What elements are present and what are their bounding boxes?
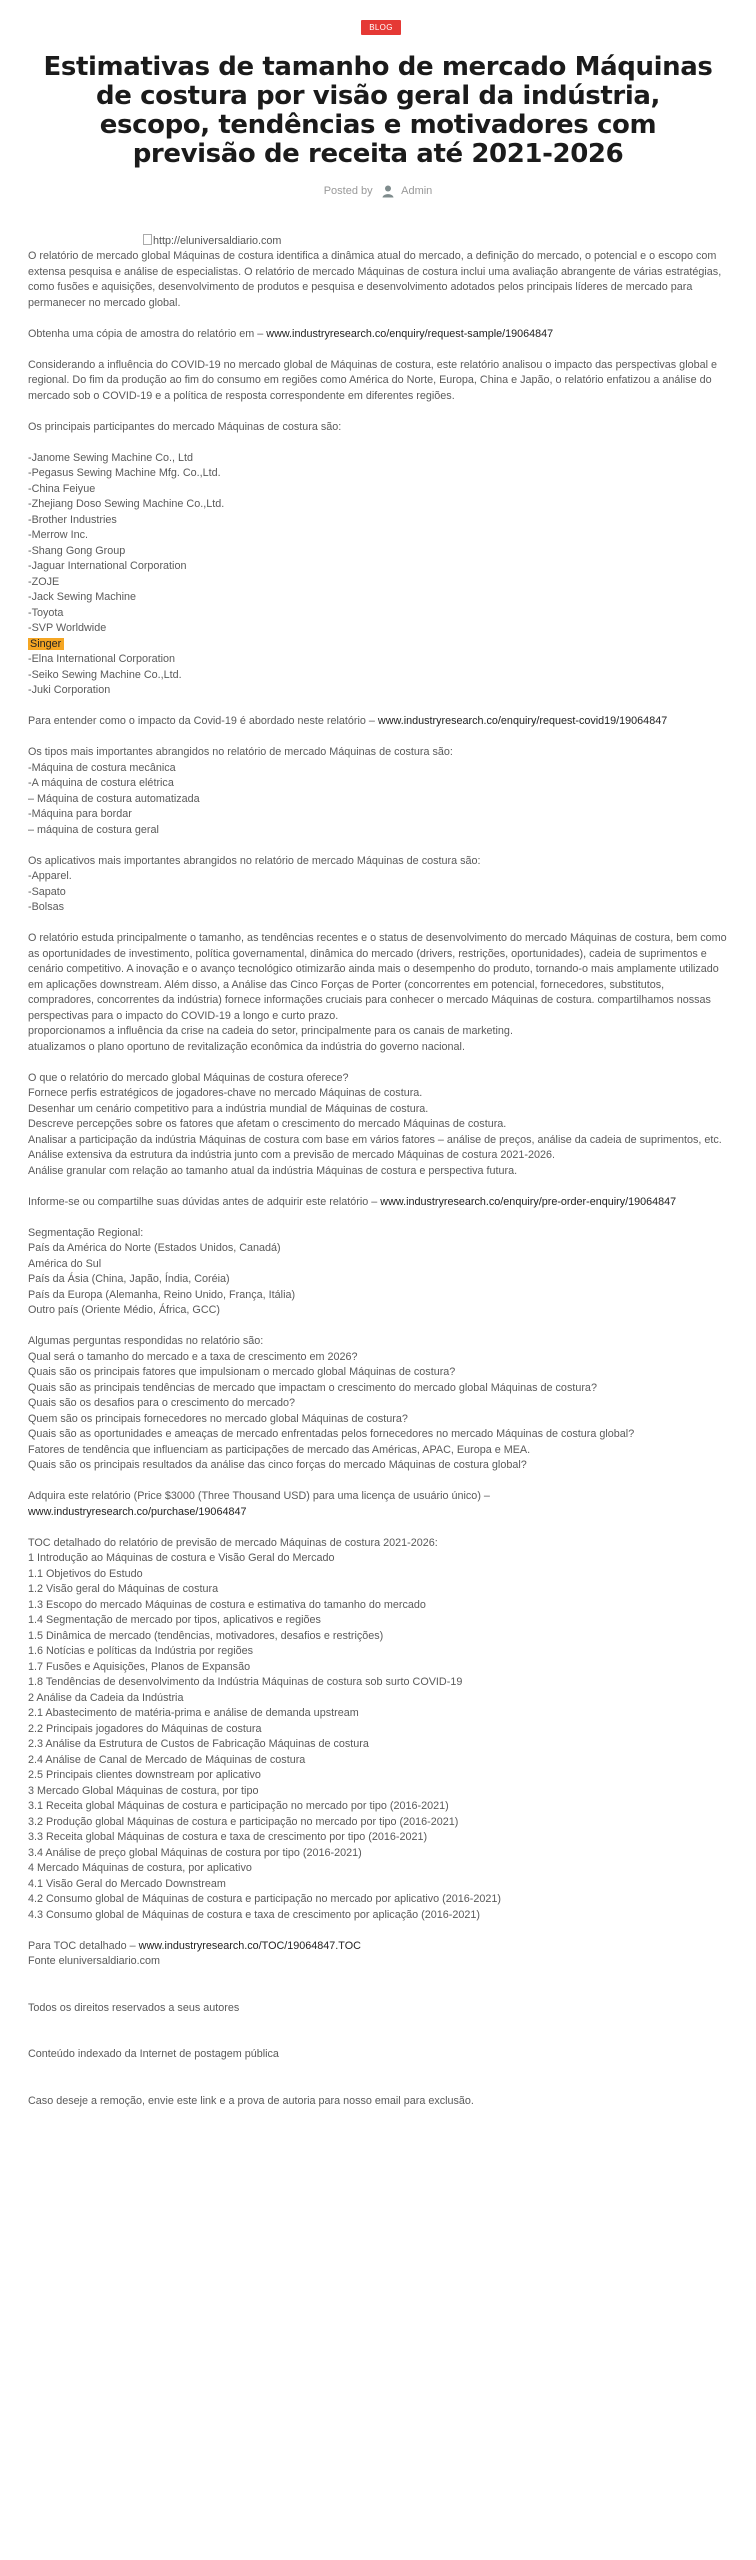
- types-list: [28, 761, 728, 839]
- apps-heading: Os aplicativos mais importantes abrangidos no relatório de mercado Máquinas de costura são:: [28, 854, 481, 867]
- covid-link[interactable]: www.industryresearch.co/enquiry/request-covid19/19064847: [377, 715, 668, 727]
- offer-item: Fornece perfis estratégicos de jogadores-chave no mercado Máquinas de costura.: [28, 1087, 423, 1099]
- toc-item: 1.3 Escopo do mercado Máquinas de costura e estimativa do tamanho do mercado: [28, 1598, 426, 1611]
- apps-list: [28, 869, 728, 916]
- offer-item: Análise extensiva da estrutura da indústria junto com a previsão de mercado Máquinas de costura 2021-2026.: [28, 1149, 555, 1161]
- participants-list: [28, 451, 728, 637]
- type-item: -Máquina de costura mecânica: [28, 761, 176, 774]
- app-item: -Sapato: [28, 885, 66, 898]
- toc-item: 2.2 Principais jogadores do Máquinas de costura: [28, 1722, 262, 1735]
- question-item: Qual será o tamanho do mercado e a taxa de crescimento em 2026?: [28, 1350, 358, 1363]
- participant-item: -ZOJE: [28, 575, 60, 588]
- purchase-link[interactable]: www.industryresearch.co/purchase/19064847: [28, 1505, 247, 1518]
- question-item: Quais são as oportunidades e ameaças de mercado enfrentadas pelos fornecedores no mercado Máquinas de costura global?: [28, 1428, 635, 1440]
- type-item: – Máquina de costura automatizada: [28, 792, 200, 805]
- participant-item: -China Feiyue: [28, 482, 96, 495]
- toc-item: 3 Mercado Global Máquinas de costura, por tipo: [28, 1784, 259, 1797]
- study-extra-item: atualizamos o plano oportuno de revitalização econômica da indústria do governo nacional.: [28, 1040, 465, 1053]
- study-extra-list: [28, 1024, 728, 1055]
- toc-link-label: Para TOC detalhado –: [28, 1939, 136, 1952]
- region-item: América do Sul: [28, 1257, 102, 1270]
- participant-item: -Zhejiang Doso Sewing Machine Co.,Ltd.: [28, 498, 225, 510]
- covid-link-label: Para entender como o impacto da Covid-19 é abordado neste relatório –: [28, 715, 375, 727]
- region-item: País da Europa (Alemanha, Reino Unido, França, Itália): [28, 1288, 296, 1301]
- participant-item: -Seiko Sewing Machine Co.,Ltd.: [28, 668, 182, 681]
- toc-item: 4 Mercado Máquinas de costura, por aplicativo: [28, 1862, 252, 1874]
- participant-item: -Elna International Corporation: [28, 653, 176, 665]
- participant-item: -Merrow Inc.: [28, 529, 88, 541]
- question-item: Quais são as principais tendências de mercado que impactam o crescimento do mercado global Máquinas de costura?: [28, 1381, 597, 1394]
- toc-item: 3.1 Receita global Máquinas de costura e participação no mercado por tipo (2016-2021): [28, 1800, 449, 1812]
- app-item: -Bolsas: [28, 901, 65, 913]
- participant-item: -Brother Industries: [28, 513, 117, 526]
- types-heading: Os tipos mais importantes abrangidos no relatório de mercado Máquinas de costura são:: [28, 746, 453, 758]
- participant-item: -Shang Gong Group: [28, 544, 126, 557]
- participants-list-after: [28, 652, 728, 699]
- toc-item: 3.2 Produção global Máquinas de costura e participação no mercado por tipo (2016-2021): [28, 1815, 459, 1828]
- study-paragraph: O relatório estuda principalmente o tamanho, as tendências recentes e o status de desenvolvimento do mercado Máquinas de costura, bem como as oportunidades de investimento, política governamental, dinâmica do mercado (drivers, restrições, oportunidades), cadeia de suprimentos e cenário competitivo. A inovação e o avanço tecnológico otimizarão ainda mais o desempenho do produto, tornando-o mais amplamente utilizado em aplicações downstream. Além disso, a Análise das Cinco Forças de Porter (concorrentes em potencial, fornecedores, substitutos, compradores, concorrentes da indústria) fornece informações cruciais para conhecer o mercado Máquinas de costura. compartilhamos nossas perspectivas para o impacto do COVID-19 a longo e curto prazo.: [28, 932, 727, 1022]
- author-name[interactable]: Admin: [401, 184, 433, 197]
- toc-item: 3.4 Análise de preço global Máquinas de costura por tipo (2016-2021): [28, 1846, 362, 1859]
- region-item: País da Ásia (China, Japão, Índia, Coréia): [28, 1273, 230, 1285]
- toc-item: 1.7 Fusões e Aquisições, Planos de Expansão: [28, 1660, 251, 1673]
- posted-by-label: Posted by: [323, 184, 373, 197]
- sample-label: Obtenha uma cópia de amostra do relatório em –: [28, 327, 264, 340]
- participant-highlight: Singer: [28, 638, 64, 650]
- offer-item: Análise granular com relação ao tamanho atual da indústria Máquinas de costura e perspectiva futura.: [28, 1164, 518, 1177]
- toc-item: 3.3 Receita global Máquinas de costura e taxa de crescimento por tipo (2016-2021): [28, 1831, 428, 1843]
- article-body: [28, 234, 728, 2109]
- toc-heading: TOC detalhado do relatório de previsão de mercado Máquinas de costura 2021-2026:: [28, 1536, 438, 1549]
- image-alt-text: http://eluniversaldiario.com: [153, 235, 282, 247]
- toc-item: 2 Análise da Cadeia da Indústria: [28, 1691, 184, 1704]
- offers-list: [28, 1086, 728, 1179]
- indexed-line: Conteúdo indexado da Internet de postagem pública: [28, 2048, 279, 2060]
- purchase-label: Adquira este relatório (Price $3000 (Three Thousand USD) para uma licença de usuário único) –: [28, 1490, 490, 1502]
- article-image: [143, 234, 728, 249]
- sample-line: [28, 327, 728, 343]
- toc-item: 1.1 Objetivos do Estudo: [28, 1567, 143, 1580]
- toc-link[interactable]: www.industryresearch.co/TOC/19064847.TOC: [138, 1939, 361, 1952]
- regional-heading: Segmentação Regional:: [28, 1226, 144, 1239]
- offer-item: Analisar a participação da indústria Máquinas de costura com base em vários fatores – análise de preços, análise da cadeia de suprimentos, etc.: [28, 1133, 722, 1146]
- question-item: Quem são os principais fornecedores no mercado global Máquinas de costura?: [28, 1412, 408, 1425]
- broken-image-icon: [143, 234, 152, 245]
- participant-item: -Pegasus Sewing Machine Mfg. Co.,Ltd.: [28, 467, 221, 479]
- source-line: Fonte eluniversaldiario.com: [28, 1955, 161, 1967]
- covid-paragraph: Considerando a influência do COVID-19 no mercado global de Máquinas de costura, este relatório analisou o impacto das perspectivas global e regional. Do fim da produção ao fim do consumo em regiões como América do Norte, Europa, China e Japão, o relatório enfatizou a análise do mercado sob o COVID-19 e a política de resposta correspondente em diferentes regiões.: [28, 358, 718, 402]
- participant-item: -Janome Sewing Machine Co., Ltd: [28, 451, 194, 464]
- region-item: Outro país (Oriente Médio, África, GCC): [28, 1304, 221, 1316]
- toc-item: 2.5 Principais clientes downstream por aplicativo: [28, 1769, 261, 1781]
- toc-item: 4.2 Consumo global de Máquinas de costura e participação no mercado por aplicativo (2016-2021): [28, 1893, 501, 1905]
- intro-paragraph: O relatório de mercado global Máquinas de costura identifica a dinâmica atual do mercado, a definição do mercado, o potencial e o escopo com extensa pesquisa e análise de especialistas. O relatório de mercado Máquinas de costura inclui uma avaliação abrangente de várias estratégias, como fusões e aquisições, desenvolvimento de produtos e pesquisa e desenvolvimento adotados pelos principais líderes de mercado para permanecer no mercado global.: [28, 250, 722, 309]
- removal-line: Caso deseje a remoção, envie este link e a prova de autoria para nosso email para exclusão.: [28, 2094, 474, 2107]
- question-item: Quais são os principais fatores que impulsionam o mercado global Máquinas de costura?: [28, 1366, 456, 1378]
- question-item: Fatores de tendência que influenciam as participações de mercado das Américas, APAC, Europa e MEA.: [28, 1443, 531, 1456]
- participant-item: -Juki Corporation: [28, 684, 111, 696]
- questions-heading: Algumas perguntas respondidas no relatório são:: [28, 1335, 264, 1347]
- offers-heading: O que o relatório do mercado global Máquinas de costura oferece?: [28, 1071, 349, 1084]
- toc-item: 1.4 Segmentação de mercado por tipos, aplicativos e regiões: [28, 1614, 321, 1626]
- toc-item: 2.4 Análise de Canal de Mercado de Máquinas de costura: [28, 1753, 306, 1766]
- question-item: Quais são os principais resultados da análise das cinco forças do mercado Máquinas de costura global?: [28, 1459, 527, 1471]
- post-meta: [0, 184, 756, 198]
- article-title: Estimativas de tamanho de mercado Máquinas de costura por visão geral da indústria, escopo, tendências e motivadores com previsão de receita até 2021-2026: [43, 52, 713, 169]
- purchase-link-line: [28, 1505, 728, 1521]
- toc-item: 1 Introdução ao Máquinas de costura e Visão Geral do Mercado: [28, 1552, 335, 1564]
- preorder-label: Informe-se ou compartilhe suas dúvidas antes de adquirir este relatório –: [28, 1195, 378, 1208]
- toc-item: 4.3 Consumo global de Máquinas de costura e taxa de crescimento por aplicação (2016-2021): [28, 1908, 480, 1921]
- participants-heading: Os principais participantes do mercado Máquinas de costura são:: [28, 420, 342, 433]
- toc-item: 1.2 Visão geral do Máquinas de costura: [28, 1583, 219, 1595]
- participant-highlight-line: [28, 637, 728, 653]
- type-item: -A máquina de costura elétrica: [28, 777, 174, 789]
- questions-list: [28, 1350, 728, 1474]
- sample-link[interactable]: www.industryresearch.co/enquiry/request-sample/19064847: [266, 327, 554, 340]
- participant-item: -Jaguar International Corporation: [28, 560, 187, 572]
- toc-item: 1.8 Tendências de desenvolvimento da Indústria Máquinas de costura sob surto COVID-19: [28, 1676, 463, 1688]
- question-item: Quais são os desafios para o crescimento do mercado?: [28, 1397, 296, 1409]
- toc-item: 1.6 Notícias e políticas da Indústria por regiões: [28, 1645, 254, 1657]
- covid-link-line: [28, 714, 728, 730]
- toc-list: [28, 1551, 728, 1923]
- participant-item: -SVP Worldwide: [28, 622, 107, 634]
- app-item: -Apparel.: [28, 870, 72, 882]
- category-badge[interactable]: BLOG: [361, 20, 401, 35]
- toc-item: 2.1 Abastecimento de matéria-prima e análise de demanda upstream: [28, 1707, 359, 1719]
- type-item: – máquina de costura geral: [28, 823, 159, 836]
- participant-item: -Jack Sewing Machine: [28, 591, 137, 603]
- participant-item: -Toyota: [28, 606, 64, 619]
- toc-item: 4.1 Visão Geral do Mercado Downstream: [28, 1877, 226, 1890]
- rights-line: Todos os direitos reservados a seus autores: [28, 2001, 240, 2014]
- offer-item: Desenhar um cenário competitivo para a indústria mundial de Máquinas de costura.: [28, 1102, 429, 1115]
- type-item: -Máquina para bordar: [28, 808, 132, 820]
- author-avatar-icon: [381, 184, 395, 198]
- regions-list: [28, 1241, 728, 1319]
- study-extra-item: proporcionamos a influência da crise na cadeia do setor, principalmente para os canais de marketing.: [28, 1025, 513, 1037]
- preorder-link[interactable]: www.industryresearch.co/enquiry/pre-order-enquiry/19064847: [380, 1195, 677, 1208]
- toc-item: 1.5 Dinâmica de mercado (tendências, motivadores, desafios e restrições): [28, 1629, 384, 1642]
- toc-link-line: [28, 1939, 728, 1955]
- offer-item: Descreve percepções sobre os fatores que afetam o crescimento do mercado Máquinas de costura.: [28, 1118, 507, 1130]
- preorder-line: [28, 1195, 728, 1211]
- toc-item: 2.3 Análise da Estrutura de Custos de Fabricação Máquinas de costura: [28, 1738, 369, 1750]
- region-item: País da América do Norte (Estados Unidos, Canadá): [28, 1242, 281, 1254]
